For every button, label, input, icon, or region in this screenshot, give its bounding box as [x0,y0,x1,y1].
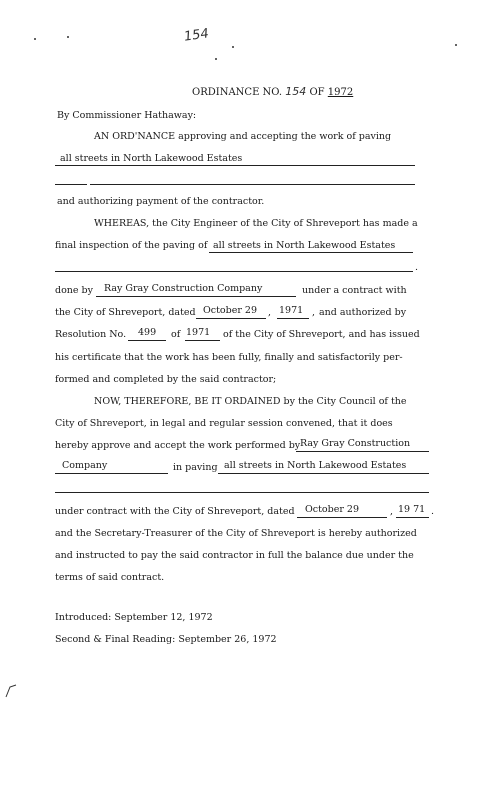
under-contract-2-label: under contract with the City of Shreveport, dated [55,506,295,517]
city-dated-label: the City of Shreveport, dated [55,307,196,318]
now-therefore-line: NOW, THEREFORE, BE IT ORDAINED by the City Council of the [94,396,407,407]
blank-line [196,318,266,319]
formed-line: formed and completed by the said contractor; [55,374,277,385]
fill-streets-3: all streets in North Lakewood Estates [224,460,407,471]
blank-line [90,184,415,185]
fill-resolution-no: 499 [138,327,157,338]
speck-mark [232,46,234,48]
speck-mark [67,36,69,38]
ordinance-number: 154 [285,85,307,98]
and-authorized-label: and authorized by [319,307,407,318]
blank-line [55,492,429,493]
authorizing-payment: and authorizing payment of the contractor. [57,196,265,207]
fill-date-1: October 29 [203,305,257,316]
instructed-line: and instructed to pay the said contractor in full the balance due under the [55,550,414,561]
resolution-label: Resolution No. [55,329,127,340]
whereas-line: WHEREAS, the City Engineer of the City of Shreveport has made a [94,218,418,229]
speck-mark [455,44,457,46]
blank-line [128,340,166,341]
speck-mark [34,38,36,40]
second-final-reading: Second & Final Reading: September 26, 1972 [55,634,277,645]
fill-streets-1: all streets in North Lakewood Estates [60,153,243,164]
fill-resolution-year: 1971 [186,327,211,338]
blank-line [218,473,429,474]
of-city-issued: of the City of Shreveport, and has issued [223,329,420,340]
terms-line: terms of said contract. [55,572,165,583]
blank-line [396,517,429,518]
in-paving-label: in paving [173,462,218,473]
of-label: of [171,329,181,340]
blank-line [55,165,415,166]
secretary-line: and the Secretary-Treasurer of the City of Shreveport is hereby authorized [55,528,417,539]
blank-line [55,473,168,474]
speck-mark [215,58,217,60]
fill-streets-2: all streets in North Lakewood Estates [213,240,396,251]
fill-company-2b: Company [62,460,108,471]
blank-line [277,318,309,319]
blank-line [209,252,413,253]
hereby-line: hereby approve and accept the work performed by [55,440,301,451]
margin-mark [4,683,18,699]
ordinance-intro: AN ORD'NANCE approving and accepting the work of paving [94,131,392,142]
under-contract-label: under a contract with [302,285,407,296]
fill-year-1: 1971 [279,305,304,316]
city-legal-line: City of Shreveport, in legal and regular session convened, that it does [55,418,393,429]
blank-line [96,296,296,297]
blank-line [297,517,387,518]
ordinance-year: 1972 [327,87,354,98]
period-mark: . [415,262,419,273]
certificate-line: his certificate that the work has been fully, finally and satisfactorily per- [55,352,403,363]
ordinance-title: ORDINANCE NO. 154 OF 1972 [192,85,354,98]
blank-line [296,451,429,452]
blank-line [185,340,220,341]
handwritten-number: 154 [183,26,210,45]
blank-line [55,184,87,185]
fill-company-1: Ray Gray Construction Company [104,283,263,294]
final-inspection: final inspection of the paving of [55,240,208,251]
blank-line [55,271,413,272]
done-by-label: done by [55,285,94,296]
fill-company-2a: Ray Gray Construction [300,438,411,449]
by-commissioner: By Commissioner Hathaway: [57,110,197,121]
fill-date-2: October 29 [305,504,359,515]
fill-year-2: 19 71 [398,504,426,515]
introduced-date: Introduced: September 12, 1972 [55,612,213,623]
